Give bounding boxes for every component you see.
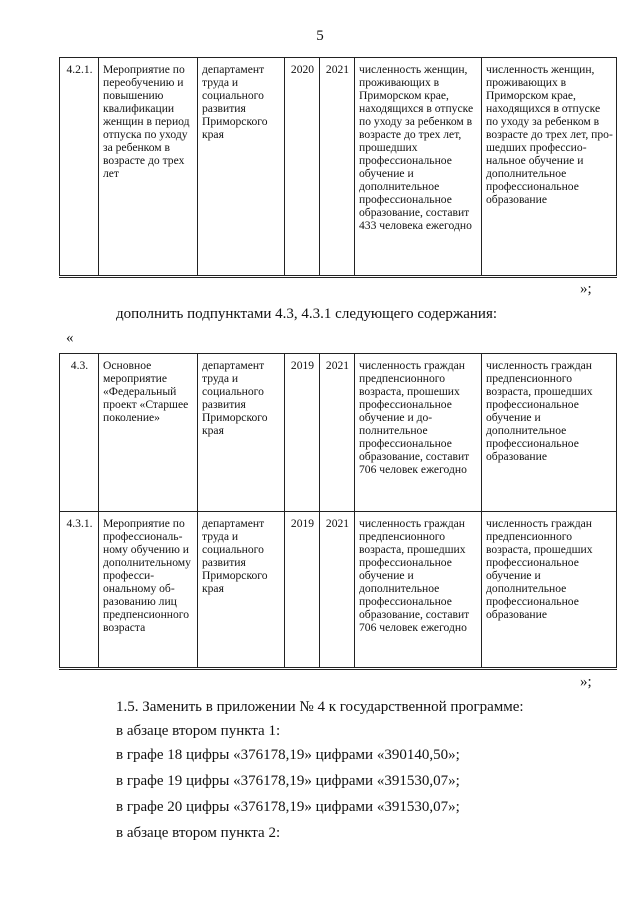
responsible-department: департамент труда и социального развития Приморского края	[198, 58, 285, 277]
start-year: 2019	[285, 512, 320, 669]
activity-name: Мероприятие по профессиональному обучению и дополнительному профессиональному образованию лиц предпенсионного возраста	[99, 512, 198, 669]
activities-table-1	[59, 57, 617, 278]
responsible-department: департамент труда и социального развития Приморского края	[198, 512, 285, 669]
row-number: 4.2.1.	[60, 58, 99, 277]
responsible-department: департамент труда и социального развития Приморского края	[198, 354, 285, 512]
activities-table-2	[59, 353, 617, 670]
table-row	[60, 58, 617, 277]
row-number: 4.3.1.	[60, 512, 99, 669]
amendment-heading: 1.5. Заменить в приложении № 4 к государственной программе:	[116, 699, 524, 715]
indicator: численность женщин, проживающих в Приморском крае, находящихся в отпуске по уходу за ребенком в возрасте до трех лет, прошедших профессиональное обучение и дополнительное профессиональное образование	[482, 58, 617, 277]
closing-quote-1: »;	[580, 281, 592, 297]
expected-result: численность граждан предпенсионного возраста, прошедших профессиональное обучение и дополнительное профессиональное образование, составит 706 человек ежегодно	[355, 512, 482, 669]
end-year: 2021	[320, 58, 355, 277]
paragraph-line: в абзаце втором пункта 2:	[116, 825, 281, 841]
supplement-text: дополнить подпунктами 4.3, 4.3.1 следующего содержания:	[116, 306, 498, 322]
table-row	[60, 354, 617, 512]
end-year: 2021	[320, 512, 355, 669]
paragraph-line: в абзаце втором пункта 1:	[116, 723, 281, 739]
expected-result: численность граждан предпенсионного возраста, прошеших профессиональное обучение и дополнительное профессиональное образование, составит 706 человек ежегодно	[355, 354, 482, 512]
end-year: 2021	[320, 354, 355, 512]
paragraph-line: в графе 19 цифры «376178,19» цифрами «391530,07»;	[116, 773, 460, 789]
opening-quote: «	[66, 330, 74, 346]
indicator: численность граждан предпенсионного возраста, прошедших профессиональное обучение и дополнительное профессиональное образование	[482, 354, 617, 512]
page-number: 5	[316, 28, 324, 44]
activity-name: Основное мероприятие «Федеральный проект «Старшее поколение»	[99, 354, 198, 512]
activity-name: Мероприятие по переобучению и повышению квалификации женщин в период отпуска по уходу за ребенком в возрасте до трех лет	[99, 58, 198, 277]
indicator: численность граждан предпенсионного возраста, прошедших профессиональное обучение и дополнительное профессиональное образование	[482, 512, 617, 669]
closing-quote-2: »;	[580, 674, 592, 690]
paragraph-line: в графе 18 цифры «376178,19» цифрами «390140,50»;	[116, 747, 460, 763]
start-year: 2019	[285, 354, 320, 512]
expected-result: численность женщин, проживающих в Приморском крае, находящихся в отпуске по уходу за ребенком в возрасте до трех лет, прошедших профессиональное обучение и дополнительное профессиональное образование, составит 433 человека ежегодно	[355, 58, 482, 277]
start-year: 2020	[285, 58, 320, 277]
table-row	[60, 512, 617, 669]
row-number: 4.3.	[60, 354, 99, 512]
paragraph-line: в графе 20 цифры «376178,19» цифрами «391530,07»;	[116, 799, 460, 815]
